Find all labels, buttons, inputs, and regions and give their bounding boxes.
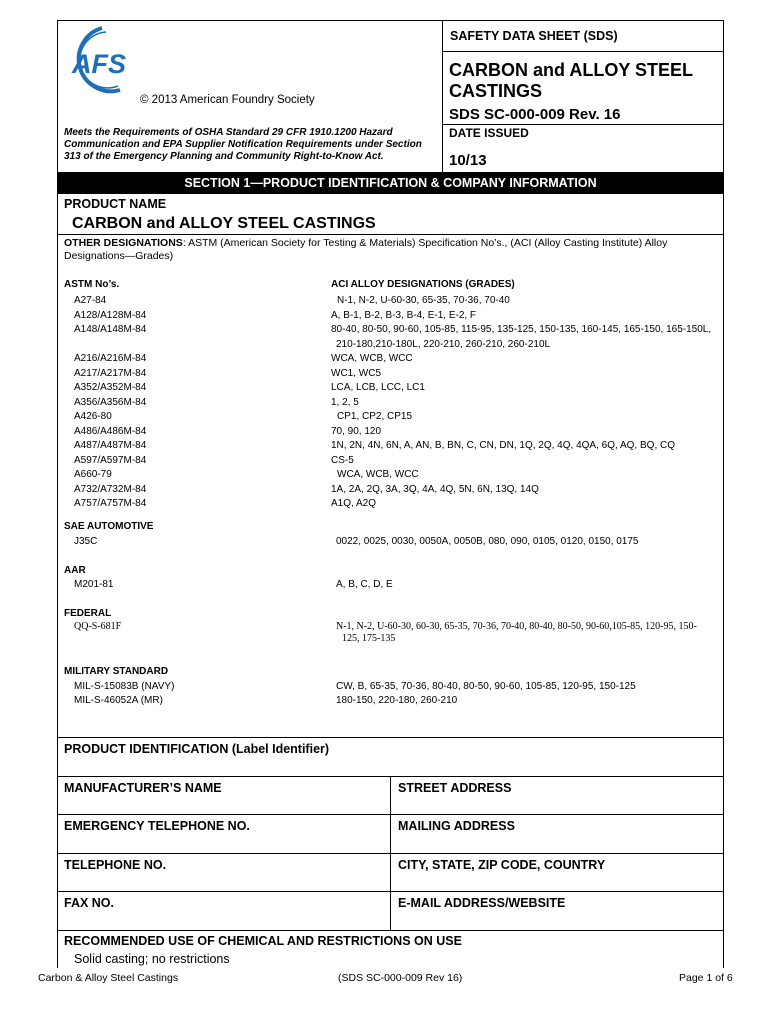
manufacturer-name-label: MANUFACTURER’S NAME: [64, 781, 222, 795]
product-id-label: PRODUCT IDENTIFICATION (Label Identifier): [64, 742, 330, 756]
aci-grades: 80-40, 80-50, 90-60, 105-85, 115-95, 135-125, 150-135, 160-145, 165-150, 165-150L,: [331, 324, 712, 335]
row-line-2: [57, 814, 724, 815]
aci-header: ACI ALLOY DESIGNATIONS (GRADES): [331, 279, 515, 290]
row-line-5: [57, 930, 724, 931]
aci-grades: 1N, 2N, 4N, 6N, A, AN, B, BN, C, CN, DN, 1Q, 2Q, 4Q, 4QA, 6Q, AQ, BQ, CQ: [331, 440, 675, 451]
aci-grades: WC1, WC5: [331, 367, 381, 379]
astm-spec: A597/A597M-84: [74, 454, 147, 466]
aci-grades: 70, 90, 120: [331, 425, 382, 437]
product-name: CARBON and ALLOY STEEL CASTINGS: [72, 215, 376, 232]
afs-logo: [62, 24, 152, 96]
astm-spec: A660-79: [74, 469, 112, 480]
aci-grades: A1Q, A2Q: [331, 498, 377, 509]
military-grades-1: CW, B, 65-35, 70-36, 80-40, 80-50, 90-60, 105-85, 120-95, 150-125: [336, 681, 636, 692]
aci-grades: 1A, 2A, 2Q, 3A, 3Q, 4A, 4Q, 5N, 6N, 13Q, 14Q: [331, 483, 539, 495]
federal-header: FEDERAL: [64, 608, 112, 619]
recommended-use-label: RECOMMENDED USE OF CHEMICAL AND RESTRICTIONS ON USE: [64, 934, 462, 948]
mailing-address-label: MAILING ADDRESS: [398, 819, 515, 833]
astm-spec: A732/A732M-84: [74, 483, 147, 495]
row-line-4: [57, 891, 724, 892]
other-designations: [64, 237, 719, 263]
federal-spec: QQ-S-681F: [74, 621, 122, 632]
aci-grades-continued: 210-180,210-180L, 220-210, 260-210, 260-210L: [336, 338, 551, 350]
astm-spec: A128/A128M-84: [74, 309, 147, 321]
military-header: MILITARY STANDARD: [64, 666, 169, 677]
aar-grades: A, B, C, D, E: [336, 579, 393, 590]
military-spec-2: MIL-S-46052A (MR): [74, 695, 163, 706]
aci-grades: N-1, N-2, U-60-30, 65-35, 70-36, 70-40: [337, 295, 510, 306]
sae-grades: 0022, 0025, 0030, 0050A, 0050B, 080, 090, 0105, 0120, 0150, 0175: [336, 536, 639, 547]
aar-header: AAR: [64, 565, 86, 576]
sae-header: SAE AUTOMOTIVE: [64, 521, 154, 532]
copyright: © 2013 American Foundry Society: [140, 94, 315, 106]
fax-label: FAX NO.: [64, 896, 115, 910]
aci-grades: 1, 2, 5: [331, 396, 359, 408]
aci-grades: LCA, LCB, LCC, LC1: [331, 382, 425, 393]
header-line-2: [442, 124, 724, 125]
emergency-telephone-label: EMERGENCY TELEPHONE NO.: [64, 819, 250, 833]
product-id-line: [57, 737, 724, 738]
telephone-label: TELEPHONE NO.: [64, 858, 167, 872]
recommended-use-value: Solid casting; no restrictions: [74, 952, 230, 966]
astm-spec: A426-80: [74, 411, 112, 422]
aci-grades: CP1, CP2, CP15: [337, 411, 413, 422]
military-spec-1: MIL-S-15083B (NAVY): [74, 681, 175, 692]
federal-grades-2: 125, 175-135: [342, 633, 396, 644]
sae-spec: J35C: [74, 536, 98, 547]
military-grades-2: 180-150, 220-180, 260-210: [336, 695, 458, 706]
astm-spec: A216/A216M-84: [74, 353, 147, 364]
astm-spec: A487/A487M-84: [74, 440, 147, 451]
product-title: CARBON and ALLOY STEEL CASTINGS: [449, 60, 693, 101]
aci-grades: WCA, WCB, WCC: [331, 353, 413, 364]
astm-spec: A486/A486M-84: [74, 425, 147, 437]
aci-grades: CS-5: [331, 454, 354, 466]
other-designations-label: OTHER DESIGNATIONS: [64, 237, 183, 249]
section-1-header: [57, 172, 724, 194]
footer-page-number: Page 1 of 6: [679, 972, 733, 984]
header-divider: [442, 20, 443, 172]
footer-left: Carbon & Alloy Steel Castings: [38, 972, 179, 984]
astm-spec: A356/A356M-84: [74, 396, 147, 408]
header-line-1: [442, 51, 724, 52]
row-line-3: [57, 853, 724, 854]
date-issued-label: DATE ISSUED: [449, 126, 529, 140]
footer-center: (SDS SC-000-009 Rev 16): [338, 972, 463, 984]
astm-spec: A757/A757M-84: [74, 498, 147, 509]
aci-grades: A, B-1, B-2, B-3, B-4, E-1, E-2, F: [331, 309, 477, 321]
osha-note: Meets the Requirements of OSHA Standard 29 CFR 1910.1200 Hazard Communication and EPA Supplier Notification Requirements under Section 313 of the Emergency Planning and Community Right-to-Know Act.: [64, 127, 422, 162]
federal-grades-1: N-1, N-2, U-60-30, 60-30, 65-35, 70-36, 70-40, 80-40, 80-50, 90-60,105-85, 120-95, 150-: [336, 621, 697, 632]
other-designations-text: : ASTM (American Society for Testing & Materials) Specification No’s., (ACI (Alloy Casting Institute) Alloy Designations—Grades): [64, 237, 668, 262]
sds-number: SDS SC-000-009 Rev. 16: [449, 106, 621, 123]
product-name-line: [57, 234, 724, 235]
astm-spec: A27-84: [74, 295, 107, 306]
frame-top-line: [57, 20, 724, 21]
city-state-label: CITY, STATE, ZIP CODE, COUNTRY: [398, 858, 606, 872]
aar-spec: M201-81: [74, 579, 114, 590]
aci-grades: WCA, WCB, WCC: [337, 469, 419, 480]
date-issued-value: 10/13: [449, 152, 487, 169]
section-1-title: SECTION 1—PRODUCT IDENTIFICATION & COMPANY INFORMATION: [184, 176, 597, 190]
astm-spec: A352/A352M-84: [74, 382, 147, 393]
afs-logo-text: AFS: [72, 49, 126, 79]
astm-spec: A148/A148M-84: [74, 324, 147, 335]
email-website-label: E-MAIL ADDRESS/WEBSITE: [398, 896, 566, 910]
astm-spec: A217/A217M-84: [74, 367, 147, 379]
astm-header: ASTM No’s.: [64, 279, 120, 290]
sds-label: SAFETY DATA SHEET (SDS): [450, 29, 618, 43]
product-name-label: PRODUCT NAME: [64, 197, 167, 211]
street-address-label: STREET ADDRESS: [398, 781, 512, 795]
